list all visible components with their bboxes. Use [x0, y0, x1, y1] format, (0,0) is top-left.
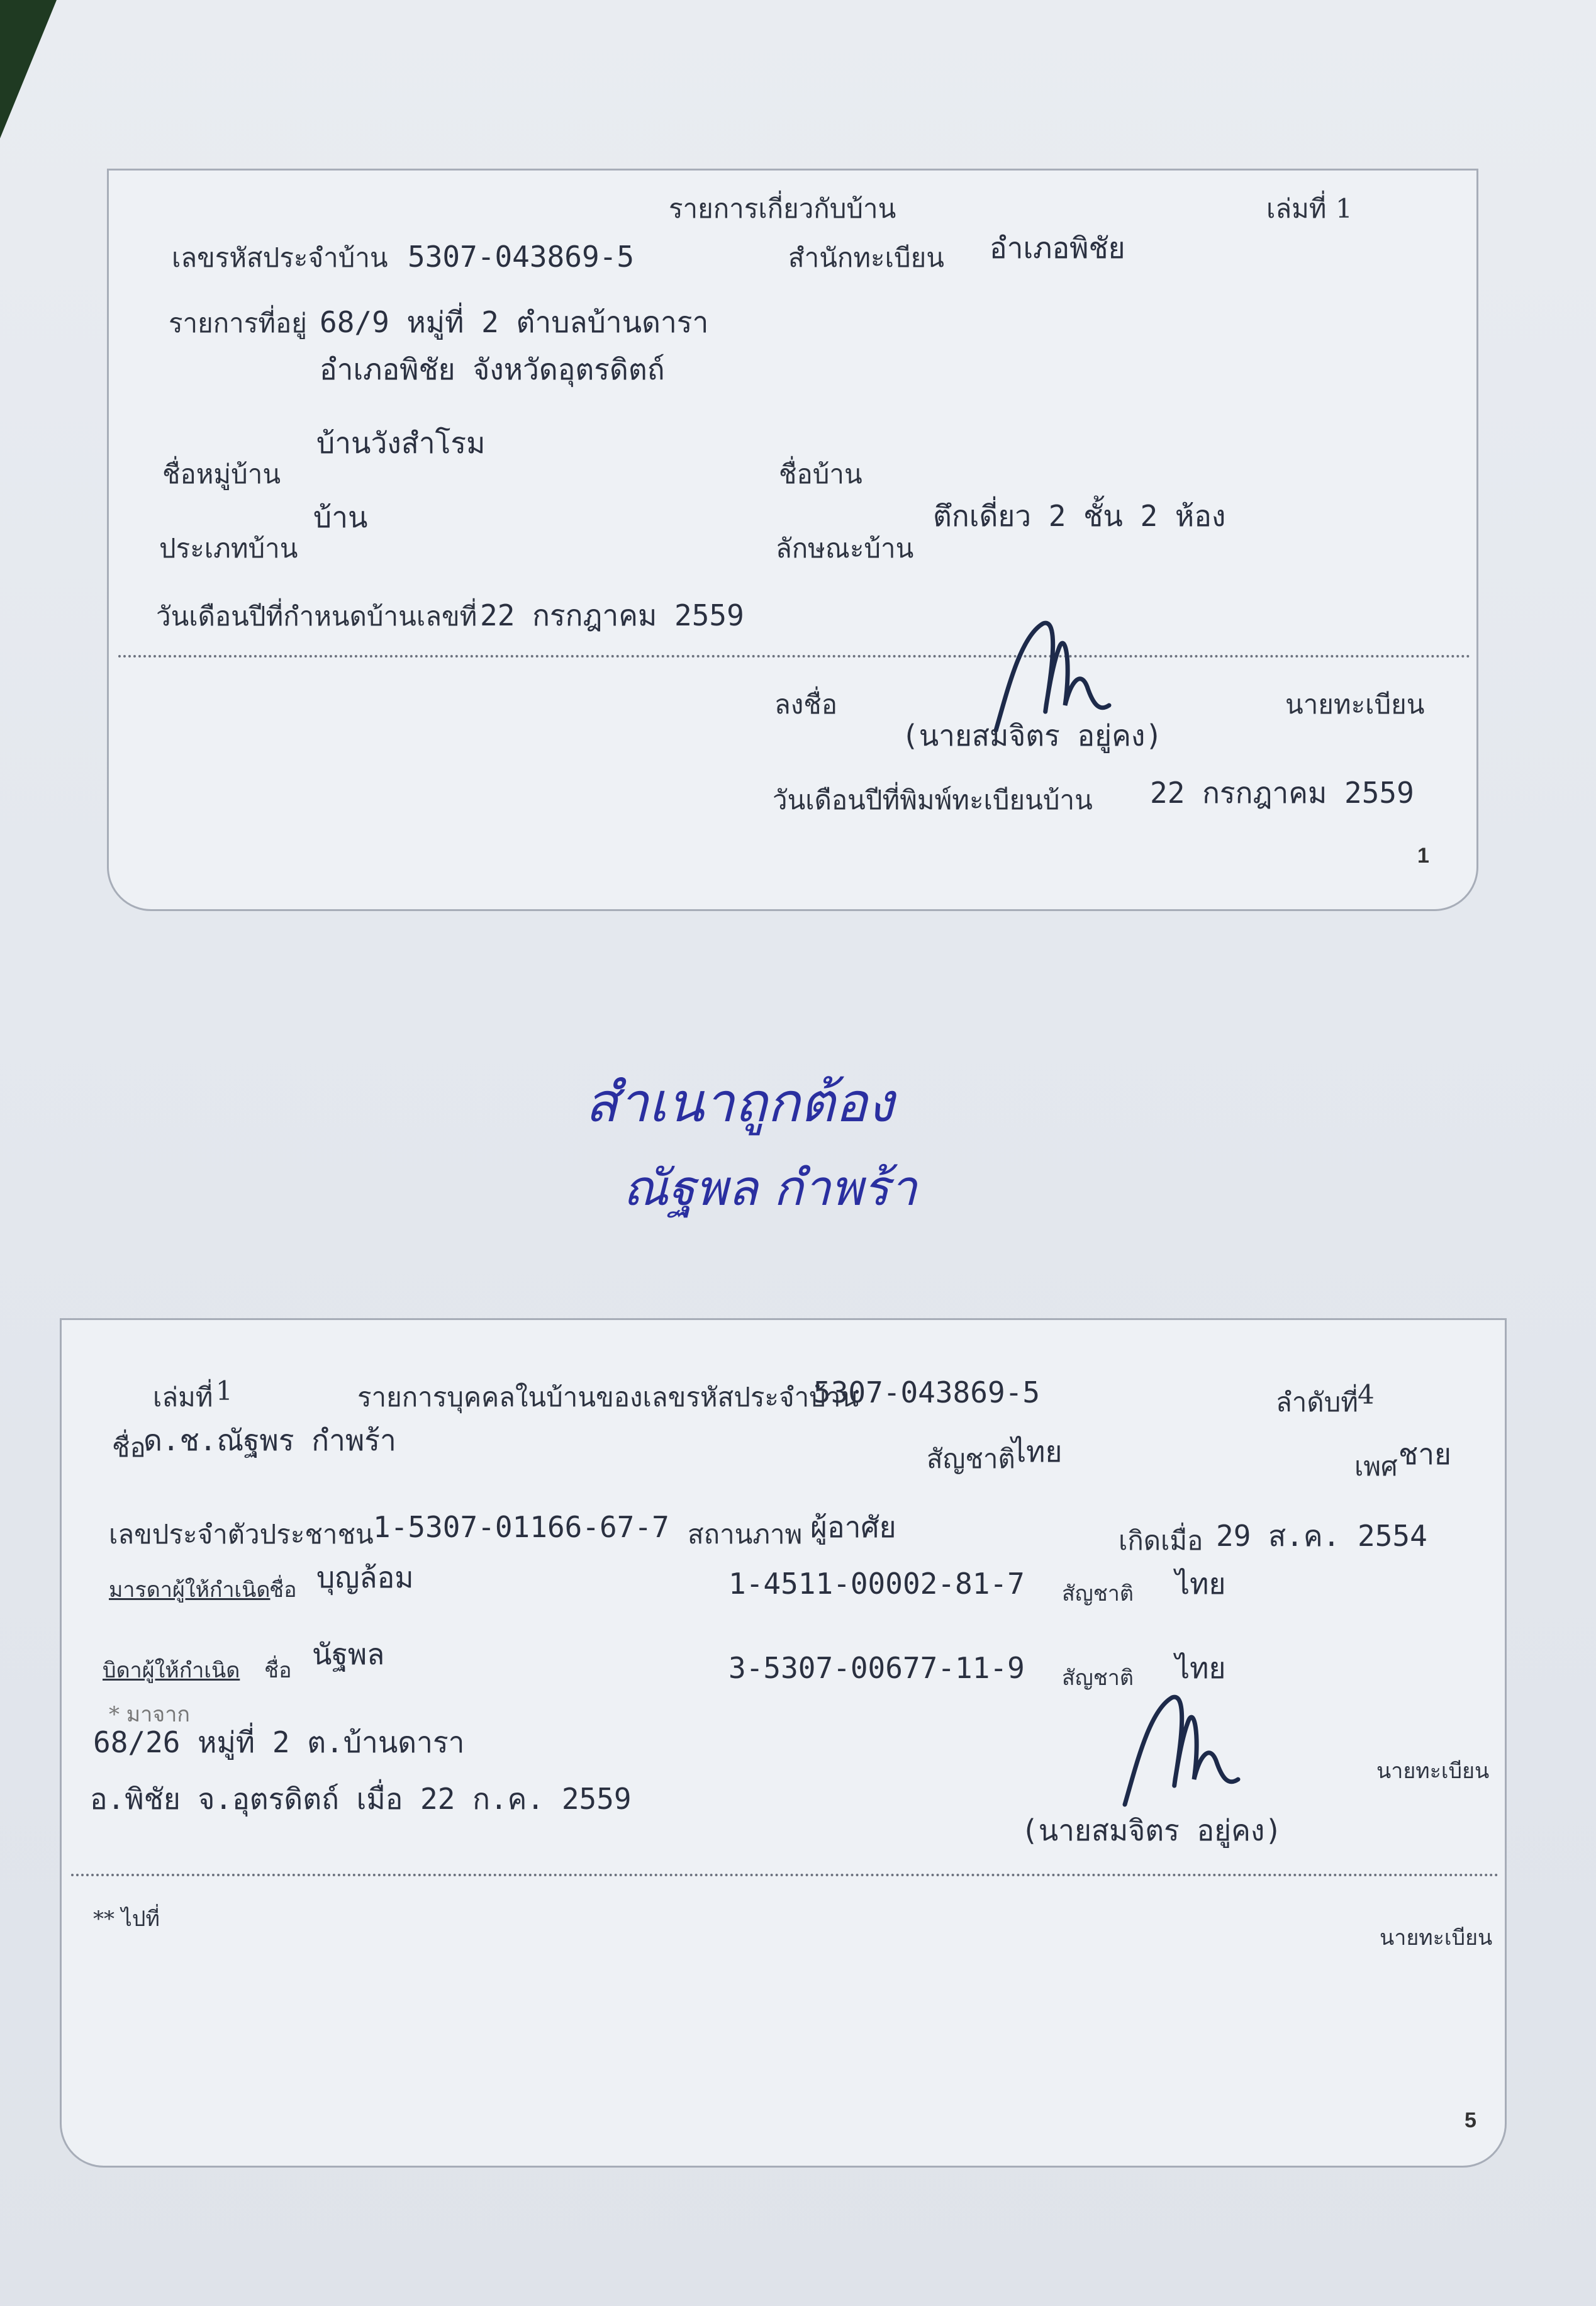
id-value: 1-5307-01166-67-7 — [373, 1510, 669, 1544]
moved-to-label: ** ไปที่ — [93, 1906, 160, 1932]
assigned-date-value: 22 กรกฎาคม 2559 — [480, 598, 744, 632]
father-name-label: ชื่อ — [264, 1658, 292, 1683]
registrar-label: นายทะเบียน — [1285, 689, 1425, 720]
divider — [71, 1874, 1499, 1876]
registrar-label-upper: นายทะเบียน — [1376, 1759, 1490, 1784]
office-label: สำนักทะเบียน — [788, 242, 944, 273]
sex-value: ชาย — [1398, 1437, 1452, 1471]
sex-label: เพศ — [1354, 1451, 1398, 1482]
status-label: สถานภาพ — [688, 1519, 803, 1550]
printed-date-value: 22 กรกฎาคม 2559 — [1150, 776, 1414, 810]
mother-nationality-label: สัญชาติ — [1062, 1581, 1134, 1606]
house-style-label: ลักษณะบ้าน — [776, 533, 914, 564]
nationality-value: ไทย — [1012, 1435, 1063, 1469]
village-label: ชื่อหมู่บ้าน — [162, 459, 281, 490]
sign-label: ลงชื่อ — [774, 689, 837, 720]
moved-from-line1: 68/26 หมู่ที่ 2 ต.บ้านดารา — [93, 1725, 465, 1759]
address-label: รายการที่อยู่ — [169, 308, 307, 339]
id-label: เลขประจำตัวประชาชน — [109, 1519, 374, 1550]
father-nationality: ไทย — [1175, 1651, 1226, 1685]
status-value: ผู้อาศัย — [810, 1510, 896, 1544]
page-number: 1 — [1417, 844, 1429, 868]
house-style-value: ตึกเดี่ยว 2 ชั้น 2 ห้อง — [933, 499, 1226, 533]
book-number: 1 — [1336, 193, 1353, 224]
house-type-label: ประเภทบ้าน — [159, 533, 298, 564]
registrar-name: (นายสมจิตร อยู่คง) — [1021, 1813, 1283, 1847]
address-line1: 68/9 หมู่ที่ 2 ตำบลบ้านดารา — [320, 305, 709, 339]
printed-date-label: วันเดือนปีที่พิมพ์ทะเบียนบ้าน — [773, 785, 1093, 815]
address-line2: อำเภอพิชัย จังหวัดอุตรดิตถ์ — [320, 352, 665, 386]
father-id: 3-5307-00677-11-9 — [728, 1651, 1025, 1685]
house-name-label: ชื่อบ้าน — [779, 459, 862, 490]
order-label: ลำดับที่ — [1276, 1387, 1358, 1418]
house-id: 5307-043869-5 — [408, 240, 635, 274]
name-label: ชื่อ — [112, 1432, 146, 1463]
assigned-date-label: วันเดือนปีที่กำหนดบ้านเลขที่ — [156, 601, 477, 632]
book-label: เล่มที่ — [1266, 193, 1327, 224]
page-number: 5 — [1465, 2108, 1476, 2132]
leaf-shadow — [0, 0, 57, 138]
book-number: 1 — [216, 1375, 233, 1406]
certifier-name-handwriting: ณัฐพล กำพร้า — [623, 1160, 917, 1217]
father-label: บิดาผู้ให้กำเนิด — [103, 1658, 240, 1683]
mother-id: 1-4511-00002-81-7 — [728, 1567, 1025, 1601]
house-card-title: รายการเกี่ยวกับบ้าน — [669, 193, 896, 224]
mother-name-label: ชื่อ — [269, 1577, 297, 1603]
moved-from-label: * มาจาก — [109, 1702, 190, 1727]
house-details-card — [107, 169, 1478, 911]
mother-name: บุญล้อม — [316, 1560, 414, 1594]
house-type-value: บ้าน — [313, 500, 368, 534]
office-value: อำเภอพิชัย — [990, 231, 1125, 265]
registrar-name: (นายสมจิตร อยู่คง) — [901, 719, 1163, 753]
born-label: เกิดเมื่อ — [1119, 1525, 1203, 1556]
house-id: 5307-043869-5 — [813, 1375, 1041, 1409]
father-name: นัฐพล — [312, 1637, 385, 1671]
book-label: เล่มที่ — [153, 1382, 213, 1413]
person-details-card — [60, 1318, 1507, 2168]
order-number: 4 — [1358, 1379, 1375, 1410]
registrar-signature — [1112, 1685, 1238, 1817]
born-value: 29 ส.ค. 2554 — [1216, 1519, 1427, 1553]
village-value: บ้านวังสำโรม — [316, 426, 486, 460]
mother-label: มารดาผู้ให้กำเนิด — [109, 1577, 271, 1603]
father-nationality-label: สัญชาติ — [1062, 1665, 1134, 1691]
person-card-title: รายการบุคคลในบ้านของเลขรหัสประจำบ้าน — [357, 1382, 859, 1413]
divider — [118, 655, 1471, 658]
person-name: ด.ช.ณัฐพร กำพร้า — [143, 1423, 396, 1457]
registrar-label-lower: นายทะเบียน — [1380, 1925, 1493, 1951]
house-id-label: เลขรหัสประจำบ้าน — [172, 242, 388, 273]
certified-copy-handwriting: สำเนาถูกต้อง — [585, 1072, 894, 1134]
moved-from-line2: อ.พิชัย จ.อุตรดิตถ์ เมื่อ 22 ก.ค. 2559 — [90, 1782, 632, 1816]
mother-nationality: ไทย — [1175, 1567, 1226, 1601]
nationality-label: สัญชาติ — [927, 1443, 1015, 1474]
